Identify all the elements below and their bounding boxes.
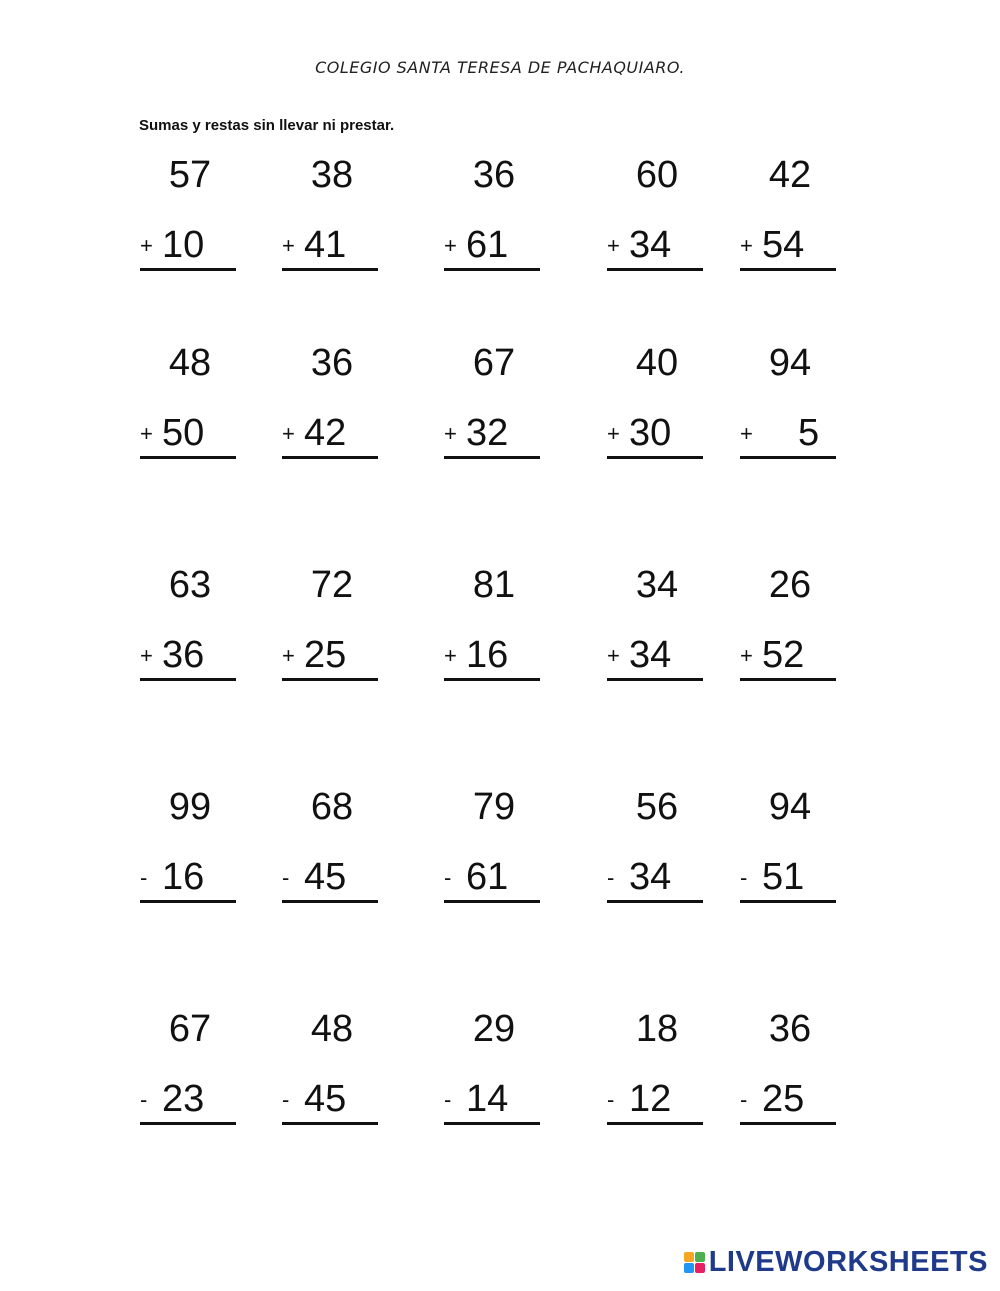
- top-number: 67: [472, 342, 516, 384]
- operator-sign: -: [607, 1087, 615, 1112]
- answer-line: [607, 1122, 703, 1125]
- operator-sign: +: [444, 421, 457, 446]
- instructions: Sumas y restas sin llevar ni prestar.: [139, 117, 395, 134]
- arithmetic-problem: [607, 565, 707, 675]
- top-number: 36: [472, 154, 516, 196]
- top-number: 29: [472, 1008, 516, 1050]
- bottom-number: 61: [466, 224, 509, 266]
- arithmetic-problem: [140, 155, 240, 265]
- arithmetic-problem: [282, 1009, 382, 1119]
- top-number: 48: [168, 342, 212, 384]
- liveworksheets-brand: [684, 1246, 988, 1279]
- bottom-number: 36: [162, 634, 205, 676]
- answer-line: [282, 1122, 378, 1125]
- bottom-number: 25: [762, 1078, 805, 1120]
- operator-sign: -: [282, 1087, 290, 1112]
- top-number: 63: [168, 564, 212, 606]
- arithmetic-problem: [607, 1009, 707, 1119]
- arithmetic-problem: [740, 1009, 840, 1119]
- brand-name: LIVEWORKSHEETS: [708, 1246, 988, 1278]
- top-number: 81: [472, 564, 516, 606]
- arithmetic-problem: [140, 565, 240, 675]
- answer-line: [282, 268, 378, 271]
- top-number: 18: [635, 1008, 679, 1050]
- answer-line: [444, 456, 540, 459]
- bottom-number: 14: [466, 1078, 509, 1120]
- bottom-number: 34: [629, 634, 672, 676]
- bottom-number: 45: [304, 856, 347, 898]
- operator-sign: +: [140, 233, 153, 258]
- bottom-number: 54: [762, 224, 805, 266]
- arithmetic-problem: [140, 787, 240, 897]
- arithmetic-problem: [740, 343, 840, 453]
- answer-line: [140, 268, 236, 271]
- liveworksheets-logo-icon: [684, 1252, 705, 1273]
- top-number: 38: [310, 154, 354, 196]
- bottom-number: 12: [629, 1078, 672, 1120]
- answer-line: [740, 678, 836, 681]
- bottom-number: 50: [162, 412, 205, 454]
- logo-square: [684, 1263, 694, 1273]
- answer-line: [140, 1122, 236, 1125]
- operator-sign: -: [444, 865, 452, 890]
- top-number: 57: [168, 154, 212, 196]
- arithmetic-problem: [444, 343, 544, 453]
- top-number: 56: [635, 786, 679, 828]
- answer-line: [740, 900, 836, 903]
- arithmetic-problem: [607, 155, 707, 265]
- bottom-number: 41: [304, 224, 347, 266]
- answer-line: [140, 900, 236, 903]
- operator-sign: +: [607, 233, 620, 258]
- bottom-number: 61: [466, 856, 509, 898]
- operator-sign: -: [444, 1087, 452, 1112]
- answer-line: [740, 1122, 836, 1125]
- bottom-number: 32: [466, 412, 509, 454]
- top-number: 40: [635, 342, 679, 384]
- operator-sign: +: [140, 421, 153, 446]
- top-number: 94: [768, 786, 812, 828]
- bottom-number: 42: [304, 412, 347, 454]
- arithmetic-problem: [140, 1009, 240, 1119]
- operator-sign: +: [740, 643, 753, 668]
- bottom-number: 51: [762, 856, 805, 898]
- bottom-number: 23: [162, 1078, 205, 1120]
- bottom-number: 45: [304, 1078, 347, 1120]
- operator-sign: -: [282, 865, 290, 890]
- top-number: 79: [472, 786, 516, 828]
- arithmetic-problem: [282, 565, 382, 675]
- top-number: 26: [768, 564, 812, 606]
- operator-sign: +: [282, 233, 295, 258]
- top-number: 36: [768, 1008, 812, 1050]
- bottom-number: 10: [162, 224, 205, 266]
- arithmetic-problem: [444, 565, 544, 675]
- top-number: 68: [310, 786, 354, 828]
- answer-line: [607, 900, 703, 903]
- top-number: 36: [310, 342, 354, 384]
- arithmetic-problem: [740, 787, 840, 897]
- school-name: COLEGIO SANTA TERESA DE PACHAQUIARO.: [315, 58, 685, 77]
- operator-sign: -: [740, 865, 748, 890]
- answer-line: [282, 678, 378, 681]
- bottom-number: 30: [629, 412, 672, 454]
- operator-sign: +: [140, 643, 153, 668]
- answer-line: [444, 900, 540, 903]
- arithmetic-problem: [607, 343, 707, 453]
- top-number: 48: [310, 1008, 354, 1050]
- top-number: 67: [168, 1008, 212, 1050]
- bottom-number: 16: [466, 634, 509, 676]
- logo-square: [695, 1252, 705, 1262]
- answer-line: [444, 1122, 540, 1125]
- top-number: 60: [635, 154, 679, 196]
- answer-line: [607, 678, 703, 681]
- bottom-number: 34: [629, 224, 672, 266]
- operator-sign: +: [282, 421, 295, 446]
- answer-line: [607, 456, 703, 459]
- logo-square: [695, 1263, 705, 1273]
- answer-line: [444, 268, 540, 271]
- logo-square: [684, 1252, 694, 1262]
- operator-sign: -: [140, 1087, 148, 1112]
- top-number: 94: [768, 342, 812, 384]
- arithmetic-problem: [282, 787, 382, 897]
- answer-line: [444, 678, 540, 681]
- operator-sign: +: [607, 643, 620, 668]
- top-number: 34: [635, 564, 679, 606]
- bottom-number: 34: [629, 856, 672, 898]
- operator-sign: -: [607, 865, 615, 890]
- bottom-number: 5: [798, 412, 820, 454]
- arithmetic-problem: [444, 787, 544, 897]
- top-number: 72: [310, 564, 354, 606]
- arithmetic-problem: [282, 343, 382, 453]
- bottom-number: 25: [304, 634, 347, 676]
- operator-sign: -: [140, 865, 148, 890]
- arithmetic-problem: [140, 343, 240, 453]
- answer-line: [140, 678, 236, 681]
- operator-sign: +: [282, 643, 295, 668]
- answer-line: [282, 900, 378, 903]
- arithmetic-problem: [444, 155, 544, 265]
- operator-sign: +: [740, 233, 753, 258]
- operator-sign: +: [444, 233, 457, 258]
- arithmetic-problem: [740, 565, 840, 675]
- bottom-number: 52: [762, 634, 805, 676]
- top-number: 99: [168, 786, 212, 828]
- arithmetic-problem: [607, 787, 707, 897]
- top-number: 42: [768, 154, 812, 196]
- answer-line: [740, 268, 836, 271]
- bottom-number: 16: [162, 856, 205, 898]
- answer-line: [282, 456, 378, 459]
- arithmetic-problem: [444, 1009, 544, 1119]
- arithmetic-problem: [740, 155, 840, 265]
- operator-sign: -: [740, 1087, 748, 1112]
- operator-sign: +: [444, 643, 457, 668]
- answer-line: [140, 456, 236, 459]
- operator-sign: +: [740, 421, 753, 446]
- answer-line: [740, 456, 836, 459]
- operator-sign: +: [607, 421, 620, 446]
- arithmetic-problem: [282, 155, 382, 265]
- answer-line: [607, 268, 703, 271]
